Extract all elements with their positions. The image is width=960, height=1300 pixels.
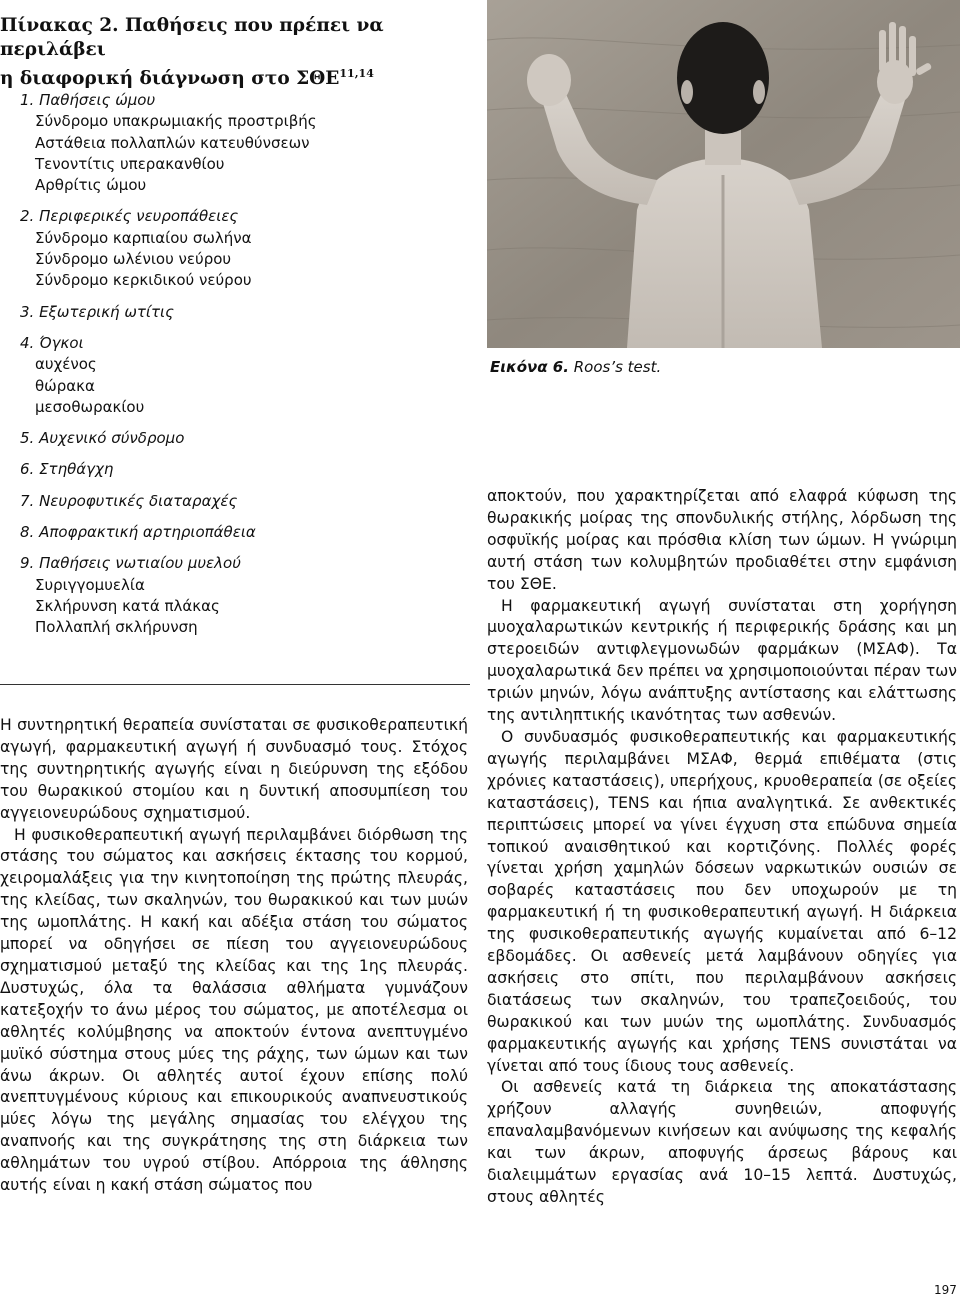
table-subitem: Αρθρίτις ώμου <box>35 176 147 195</box>
table-title <box>0 14 470 91</box>
table-bottom-rule <box>0 684 470 685</box>
roos-test-illustration <box>487 0 960 348</box>
table-group-heading: 6. Στηθάγχη <box>20 460 114 479</box>
table-group <box>0 459 470 480</box>
table-subitem: αυχένος <box>35 355 97 374</box>
left-body-text <box>0 715 468 1197</box>
table-title-line2: η διαφορική διάγνωση στο ΣΘΕ <box>0 68 340 90</box>
table-group <box>0 302 470 323</box>
table-title-reference: 11,14 <box>339 67 374 80</box>
differential-diagnosis-list <box>0 90 470 649</box>
table-group <box>0 553 470 638</box>
right-paragraph-1: αποκτούν, που χαρακτηρίζεται από ελαφρά κύφωση της θωρακικής μοίρας της σπονδυλικής στήλης, λόρδωση της οσφυϊκής μοίρας και πρόσθια κλίση των ώμων. Η γνώριμη αυτή στάση των κολυμβητών προδιαθέτει στην εμφάνιση του ΣΘΕ. <box>487 487 957 593</box>
table-group <box>0 206 470 291</box>
table-subitem: Συριγγομυελία <box>35 575 145 594</box>
table-subitem: Πολλαπλή σκλήρυνση <box>35 618 198 637</box>
table-subitem: Αστάθεια πολλαπλών κατευθύνσεων <box>35 133 310 152</box>
table-subitem: θώρακα <box>35 376 95 395</box>
table-title-line1: Πίνακας 2. Παθήσεις που πρέπει να περιλάβει <box>0 15 384 60</box>
table-subitem: Τενοντίτις υπερακανθίου <box>35 154 225 173</box>
table-group <box>0 522 470 543</box>
table-group-heading: 9. Παθήσεις νωτιαίου μυελού <box>20 554 241 573</box>
table-group-heading: 1. Παθήσεις ώμου <box>20 91 156 109</box>
table-group-heading: 5. Αυχενικό σύνδρομο <box>20 429 185 448</box>
table-group-heading: 2. Περιφερικές νευροπάθειες <box>20 207 239 226</box>
table-subitem: Σύνδρομο ωλένιου νεύρου <box>35 250 232 269</box>
table-group-heading: 7. Νευροφυτικές διαταραχές <box>20 491 238 510</box>
right-body-text <box>487 486 957 1209</box>
table-subitem: μεσοθωρακίου <box>35 397 145 416</box>
table-group <box>0 428 470 449</box>
figure-caption <box>490 358 661 376</box>
right-paragraph-3: Ο συνδυασμός φυσικοθεραπευτικής και φαρμακευτικής αγωγής περιλαμβάνει ΜΣΑΦ, θερμά επιθέματα (στις χρόνιες καταστάσεις), υπερήχους, κρυοθεραπεία (σε οξείες καταστάσεις), TENS και ήπια αναλγητικά. Σε ανθεκτικές περιπτώσεις μπορεί να γίνει έγχυση στα επώδυνα σημεία τοπικού αναισθητικού και κορτιζόνης. Πολλές φορές γίνεται χρήση χαμηλών δόσεων ναρκωτικών ουσιών σε σοβαρές καταστάσεις που δεν υποχωρούν με τη φαρμακευτική ή τη φυσικοθεραπευτική αγωγή. Η διάρκεια της φυσικοθεραπευτικής αγωγής κυμαίνεται από 6–12 εβδομάδες. Οι ασθενείς μετά λαμβάνουν οδηγίες για ασκήσεις στο σπίτι, που περιλαμβάνουν ασκήσεις διατάσεως των σκαληνών, του τραπεζοειδούς, του θωρακικού και των μυών της ωμοπλάτης. Συνδυασμός φαρμακευτικής αγωγής και χρήσης TENS συνιστάται να γίνεται από τους ίδιους τους ασθενείς. <box>487 727 957 1075</box>
left-paragraph-1: Η συντηρητική θεραπεία συνίσταται σε φυσικοθεραπευτική αγωγή, φαρμακευτική αγωγή ή συνδυασμό τους. Στόχος της συντηρητικής αγωγής είναι η διεύρυνση της εξόδου του θωρακικού στομίου και η δυντική αποσυμπίεση του αγγειονευρώδους σχηματισμού. <box>0 716 468 822</box>
table-subitem: Σκλήρυνση κατά πλάκας <box>35 596 220 615</box>
table-group <box>0 491 470 512</box>
table-subitem: Σύνδρομο κερκιδικού νεύρου <box>35 271 252 290</box>
table-group-heading: 8. Αποφρακτική αρτηριοπάθεια <box>20 523 256 542</box>
right-paragraph-2: Η φαρμακευτική αγωγή συνίσταται στη χορήγηση μυοχαλαρωτικών κεντρικής ή περιφερικής δράσης και μη στεροειδών αντιφλεγμονωδών φαρμάκων (ΜΣΑΦ). Τα μυοχαλαρωτικά δεν πρέπει να χρησιμοποιούνται πέραν των τριών μηνών, λόγω ανάπτυξης αντίστασης και ελάττωσης της αντιληπτικής ικανότητας των ασθενών. <box>487 596 957 725</box>
figure-caption-text: Roos’s test. <box>573 358 662 376</box>
table-group <box>0 90 470 196</box>
left-paragraph-2: Η φυσικοθεραπευτική αγωγή περιλαμβάνει διόρθωση της στάσης του σώματος και ασκήσεις έκτασης του κορμού, χειρομαλάξεις για την κινητοποίηση της πρώτης πλευράς, της κλείδας, των σκαληνών, του θωρακικού και των μυών της ωμοπλάτης. Η κακή και αδέξια στάση του σώματος μπορεί να οδηγήσει σε πίεση του αγγειονευρώδους σχηματισμού μεταξύ της κλείδας και της 1ης πλευράς. Δυστυχώς, όλα τα θαλάσσια αθλήματα γυμνάζουν κατεξοχήν τo άνω μέρος του σώματος, με αποτέλεσμα οι αθλητές κολύμβησης να αποκτούν έντονα ανεπτυγμένο μυϊκό σύστημα στους μύες της ράχης, των ώμων και των άνω άκρων. Οι αθλητές αυτοί έχουν επίσης πολύ ανεπτυγμένους κύριους και επικουρικούς αναπνευστικούς μύες λόγω της μεγάλης σημασίας του ελέγχου της αναπνοής και της συγκράτησης της στη διάρκεια των αθλημάτων του υγρού στίβου. Απόρροια της άθλησης αυτής είναι η κακή στάση σώματος που <box>0 825 468 1195</box>
table-subitem: Σύνδρομο υπακρωμιακής προστριβής <box>35 112 317 131</box>
table-group <box>0 333 470 418</box>
table-group-heading: 3. Εξωτερική ωτίτις <box>20 302 174 321</box>
table-subitem: Σύνδρομο καρπιαίου σωλήνα <box>35 228 252 247</box>
roos-test-photo <box>487 0 960 348</box>
table-group-heading: 4. Όγκοι <box>20 333 84 352</box>
figure-label: Εικόνα 6. <box>490 358 569 376</box>
right-paragraph-4: Οι ασθενείς κατά τη διάρκεια της αποκατάστασης χρήζουν αλλαγής συνηθειών, αποφυγής επαναλαμβανόμενων κινήσεων και ανύψωσης της κεφαλής και των άκρων, αποφυγής άρσεως βάρους και διαλειμμάτων εργασίας ανά 10–15 λεπτά. Δυστυχώς, στους αθλητές <box>487 1078 957 1206</box>
page-number: 197 <box>934 1283 957 1297</box>
